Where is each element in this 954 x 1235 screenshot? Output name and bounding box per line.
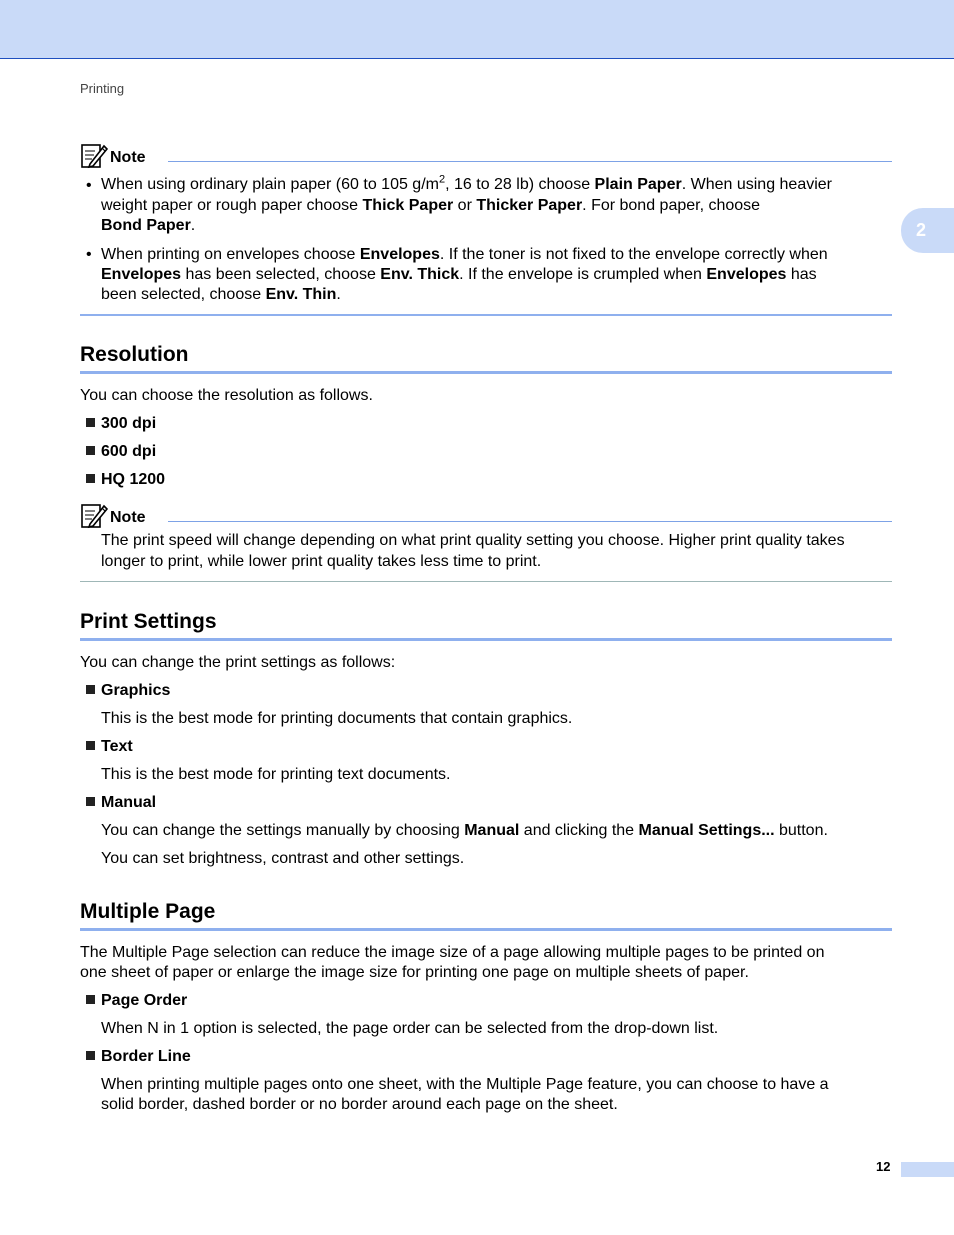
note-pencil-icon (80, 502, 108, 530)
manual-description: You can change the settings manually by choosing Manual and clicking the Manual Settings... button. (101, 822, 828, 839)
note-item-1-line-3: Bond Paper. (101, 217, 196, 234)
square-bullet-icon (86, 418, 95, 427)
note-rule (168, 521, 892, 522)
square-bullet-icon (86, 741, 95, 750)
footer-band (901, 1162, 954, 1177)
border-line-description-2: solid border, dashed border or no border around each page on the sheet. (101, 1096, 618, 1113)
note-end-rule (80, 581, 892, 582)
header-band (0, 0, 954, 59)
running-head: Printing (80, 81, 125, 96)
text-description: This is the best mode for printing text documents. (101, 766, 451, 783)
bullet-icon: • (86, 246, 92, 263)
border-line-description-1: When printing multiple pages onto one sheet, with the Multiple Page feature, you can choose to have a (101, 1076, 829, 1093)
resolution-option: 600 dpi (101, 443, 157, 460)
manual-description-2: You can set brightness, contrast and other settings. (101, 850, 465, 867)
section-rule (80, 928, 892, 931)
note-item-2-line-2: Envelopes has been selected, choose Env. Thick. If the envelope is crumpled when Envelopes has (101, 266, 817, 283)
note-label: Note (110, 509, 146, 526)
note-rule (168, 161, 892, 162)
section-rule (80, 638, 892, 641)
border-line-label: Border Line (101, 1048, 191, 1065)
square-bullet-icon (86, 1051, 95, 1060)
chapter-number: 2 (916, 220, 927, 240)
resolution-note-line-1: The print speed will change depending on what print quality setting you choose. Higher print quality takes (101, 532, 845, 549)
resolution-option: 300 dpi (101, 415, 157, 432)
note-item-2-line-1: When printing on envelopes choose Envelopes. If the toner is not fixed to the envelope correctly when (101, 246, 828, 263)
bullet-icon: • (86, 177, 92, 194)
text-label: Text (101, 738, 133, 755)
note-item-1-line-2: weight paper or rough paper choose Thick Paper or Thicker Paper. For bond paper, choose (101, 197, 761, 214)
note-header (80, 502, 892, 532)
square-bullet-icon (86, 797, 95, 806)
note-label: Note (110, 149, 146, 166)
page-order-description: When N in 1 option is selected, the page order can be selected from the drop-down list. (101, 1020, 719, 1037)
section-heading-resolution: Resolution (80, 343, 189, 366)
note-pencil-icon (80, 142, 108, 170)
page-order-label: Page Order (101, 992, 188, 1009)
multiple-page-intro-line-2: one sheet of paper or enlarge the image size for printing one page on multiple sheets of paper. (80, 964, 749, 981)
resolution-note-line-2: longer to print, while lower print quality takes less time to print. (101, 553, 542, 570)
note-header (80, 142, 892, 172)
square-bullet-icon (86, 474, 95, 483)
print-settings-intro: You can change the print settings as follows: (80, 654, 396, 671)
section-heading-multiple-page: Multiple Page (80, 900, 216, 923)
page-number: 12 (876, 1159, 891, 1174)
section-heading-print-settings: Print Settings (80, 610, 217, 633)
note-item-2-line-3: been selected, choose Env. Thin. (101, 286, 341, 303)
square-bullet-icon (86, 446, 95, 455)
manual-label: Manual (101, 794, 157, 811)
multiple-page-intro-line-1: The Multiple Page selection can reduce the image size of a page allowing multiple pages to be printed on (80, 944, 825, 961)
square-bullet-icon (86, 995, 95, 1004)
note-end-rule (80, 314, 892, 316)
graphics-description: This is the best mode for printing documents that contain graphics. (101, 710, 573, 727)
note-item-1-line-1: When using ordinary plain paper (60 to 105 $g/m^2$, 16 to 28 lb) choose Plain Paper. When using heavier (101, 173, 833, 193)
chapter-tab (901, 208, 954, 253)
square-bullet-icon (86, 685, 95, 694)
resolution-intro: You can choose the resolution as follows. (80, 387, 373, 404)
resolution-option: HQ 1200 (101, 471, 166, 488)
section-rule (80, 371, 892, 374)
graphics-label: Graphics (101, 682, 171, 699)
